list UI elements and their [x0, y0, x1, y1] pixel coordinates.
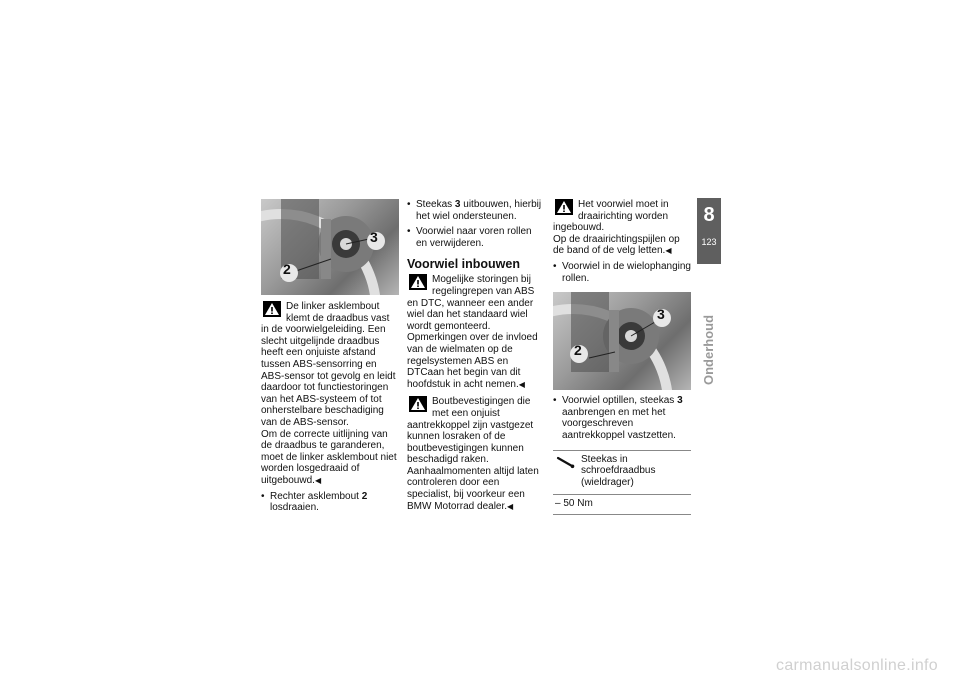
wheel-illustration: [553, 292, 691, 390]
end-mark: ◀: [518, 379, 525, 389]
list-item: • Steekas 3 uitbouwen, hierbij het wiel ondersteunen.: [407, 199, 545, 222]
warning-block: [261, 301, 399, 429]
end-mark: ◀: [507, 501, 514, 511]
chapter-number: 8: [703, 204, 715, 226]
torque-spec-table: [553, 450, 691, 515]
warning-icon: [555, 199, 573, 215]
list-item: • Voorwiel in de wielophanging rollen.: [553, 261, 691, 284]
column-1: [261, 199, 399, 514]
warning-block: Het voorwiel moet in draairichting worden ingebouwd.: [553, 199, 669, 234]
list-item: • Voorwiel optillen, steekas 3 aanbrengen en met het voorgeschreven aantrekkoppel vastzetten.: [553, 395, 691, 441]
wheel-photo-2: [553, 292, 691, 390]
warning-text: De linker asklembout klemt de draadbus vast in de voorwielgeleiding. Een slecht uitgelijnde draadbus heeft een onjuiste afstand tussen ABS-sensorring en ABS-sensor tot gevolg en leidt daardoor tot functiestoringen van het ABS-systeem of tot onherstelbare beschadiging van de ABS-sensor.: [261, 301, 396, 428]
paragraph: Opmerkingen over de invloed van de wielmaten op de regelsystemen ABS en DTCaan het begin van dit hoofdstuk in acht nemen.◀: [407, 332, 538, 390]
list-item: • Voorwiel naar voren rollen en verwijderen.: [407, 226, 545, 249]
paragraph: Om de correcte uitlijning van de draadbus te garanderen, moet de linker asklembout niet worden losgedraaid of uitgebouwd.◀: [261, 428, 397, 486]
footer-watermark: carmanualsonline.info: [776, 657, 938, 674]
paragraph: Op de draairichtingspijlen op de band of de velg letten.◀: [553, 233, 680, 257]
callout-2: 2: [574, 342, 582, 359]
torque-label: Steekas in schroefdraadbus (wieldrager): [581, 453, 656, 488]
torque-value: 50 Nm: [563, 498, 593, 510]
column-2: [407, 199, 545, 512]
callout-3: 3: [657, 306, 665, 323]
callout-3: 3: [370, 229, 378, 245]
wheel-photo-1: [261, 199, 399, 295]
list-item: • Rechter asklembout 2 losdraaien.: [261, 491, 399, 514]
warning-icon: [263, 301, 281, 317]
torque-spec-value-row: – 50 Nm: [555, 498, 593, 510]
warning-icon: [409, 396, 427, 412]
end-mark: ◀: [665, 246, 672, 256]
chapter-tab: [697, 198, 721, 264]
section-heading: Voorwiel inbouwen: [407, 257, 520, 272]
warning-block: Mogelijke storingen bij regelingrepen van ABS en DTC, wanneer een ander wiel dan het standaard wiel wordt gemonteerd.: [407, 274, 535, 332]
warning-block: Boutbevestigingen die met een onjuist aantrekkoppel zijn vastgezet kunnen losraken of de boutbevestigingen kunnen beschadigd raken.: [407, 396, 534, 466]
wheel-illustration: [261, 199, 399, 295]
warning-icon: [409, 274, 427, 290]
chapter-side-label: Onderhoud: [701, 314, 716, 386]
torque-spec-label-row: [553, 451, 691, 496]
callout-2: 2: [283, 261, 291, 277]
end-mark: ◀: [314, 475, 322, 485]
paragraph: Aanhaalmomenten altijd laten controleren door een specialist, bij voorkeur een BMW Motorrad dealer.◀: [407, 465, 539, 512]
torque-wrench-icon: [556, 455, 576, 469]
page-number: 123: [701, 237, 717, 247]
column-3: [553, 199, 691, 515]
